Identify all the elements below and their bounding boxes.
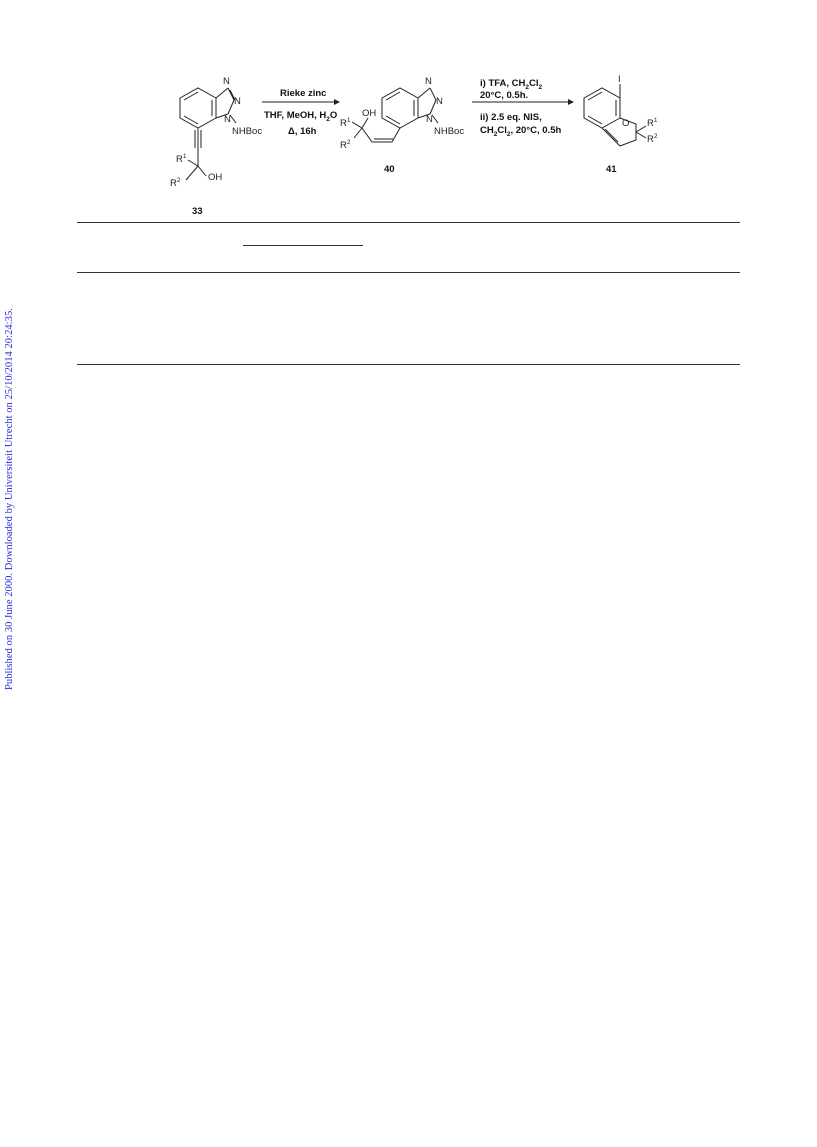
r2-label-40: $R^2$ bbox=[340, 139, 351, 151]
step2-line1: i) TFA, $CH_2Cl_2$ bbox=[480, 78, 543, 91]
oh-label-40: OH bbox=[362, 108, 377, 119]
scheme-drawing bbox=[150, 70, 670, 230]
arrow-1-head bbox=[334, 99, 340, 105]
r1-label-33: $R^1$ bbox=[176, 153, 187, 165]
table-top-rule bbox=[77, 222, 740, 223]
r1-label-41: $R^1$ bbox=[647, 117, 658, 129]
step2-line2: 20°C, 0.5h. bbox=[480, 90, 529, 101]
oh-label-33: OH bbox=[208, 172, 223, 183]
compound-40-label: 40 bbox=[384, 164, 395, 175]
download-watermark: Published on 30 June 2000. Downloaded by Universiteit Utrecht on 25/10/2014 20:24:35. bbox=[4, 308, 15, 690]
nhboc-label-33: NHBoc bbox=[232, 126, 263, 137]
n-label-40a: N bbox=[425, 76, 432, 87]
step1-reagent: Rieke zinc bbox=[280, 88, 327, 99]
compound-41-label: 41 bbox=[606, 164, 617, 175]
compound-33-label: 33 bbox=[192, 206, 203, 217]
r2-label-33: $R^2$ bbox=[170, 177, 181, 189]
table-header-rule bbox=[77, 272, 740, 273]
nhboc-label-40: NHBoc bbox=[434, 126, 465, 137]
n-label-33b: N bbox=[234, 96, 241, 107]
table-bottom-rule bbox=[77, 364, 740, 365]
n-label-40b: N bbox=[436, 96, 443, 107]
structure-33-bonds bbox=[180, 88, 236, 180]
step1-conditions: Δ, 16h bbox=[288, 126, 317, 137]
table-header-span-rule bbox=[243, 245, 363, 246]
r1-label-40: $R^1$ bbox=[340, 117, 351, 129]
r2-label-41: $R^2$ bbox=[647, 133, 658, 145]
reaction-scheme bbox=[150, 70, 670, 230]
ring-oxygen-label: O bbox=[622, 118, 630, 129]
n-label-33a: N bbox=[223, 76, 230, 87]
arrow-2-head bbox=[568, 99, 574, 105]
iodo-label: I bbox=[618, 74, 621, 85]
n-label-40c: N bbox=[426, 114, 433, 125]
step1-solvent: THF, MeOH, $H_2O$ bbox=[264, 110, 338, 123]
structure-41-bonds bbox=[584, 84, 646, 146]
step2-line3: ii) 2.5 eq. NIS, bbox=[480, 112, 542, 123]
n-label-33c: N bbox=[224, 114, 231, 125]
step2-line4: $CH_2Cl_2$, 20°C, 0.5h bbox=[480, 125, 562, 138]
